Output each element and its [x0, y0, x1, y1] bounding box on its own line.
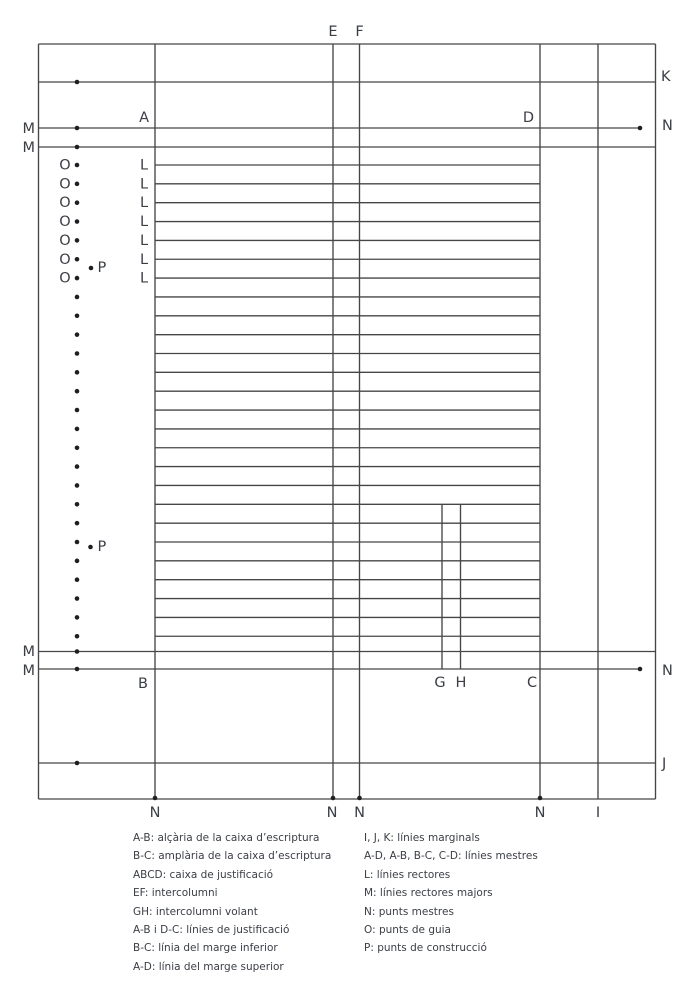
guide-dot [75, 761, 80, 766]
guide-dot [75, 257, 80, 262]
label-n-bottom-ab: N [149, 805, 161, 821]
label-o-3: O [59, 195, 71, 212]
guide-dot [75, 389, 80, 394]
label-e-top: E [328, 24, 338, 40]
label-n-bottom-right: N [662, 663, 673, 679]
guide-dot [75, 445, 80, 450]
guide-dot [75, 295, 80, 300]
master-dot [538, 796, 543, 801]
legend-item: A-B: alçària de la caixa d’escriptura [133, 832, 320, 844]
guide-dot [75, 559, 80, 564]
legend-item: ABCD: caixa de justificació [133, 868, 274, 881]
guide-dot [75, 540, 80, 545]
label-l-6: L [139, 251, 149, 268]
legend-item: EF: intercolumni [133, 887, 218, 900]
guide-dot [75, 126, 80, 131]
legend-item: GH: intercolumni volant [133, 905, 258, 918]
guide-dot [75, 521, 80, 526]
legend-item: L: línies rectores [364, 868, 451, 881]
label-l-2: L [139, 176, 149, 193]
label-n-bottom-f: N [354, 805, 365, 821]
legend-item: N: punts mestres [364, 905, 454, 918]
label-n-top-right: N [662, 118, 673, 134]
master-dot [638, 126, 643, 131]
label-o-4: O [59, 214, 71, 231]
legend-item: B-C: línia del marge inferior [133, 942, 278, 955]
guide-dot [75, 332, 80, 337]
guide-dot [75, 577, 80, 582]
guide-dot [75, 276, 80, 281]
label-l-1: L [139, 157, 149, 174]
guide-dot [75, 615, 80, 620]
label-l-4: L [139, 214, 149, 231]
guide-dot [75, 314, 80, 319]
label-n-bottom-cd: N [534, 805, 546, 821]
guide-dot [75, 351, 80, 356]
label-o-1: O [59, 157, 71, 174]
guide-dot [75, 80, 80, 85]
label-l-7: L [139, 270, 149, 287]
construction-dot [89, 266, 94, 271]
label-d: D [522, 110, 534, 126]
label-o-7: O [59, 270, 71, 287]
legend-item: O: punts de guia [364, 924, 451, 937]
guide-dot [75, 163, 80, 168]
construction-dot [88, 545, 93, 550]
label-p-1: P [97, 260, 107, 276]
label-n-bottom-e: N [326, 805, 338, 821]
label-m-bottom-2: M [22, 663, 35, 679]
guide-dot [75, 408, 80, 413]
label-o-5: O [59, 232, 71, 249]
guide-dot [75, 238, 80, 243]
guide-dot [75, 667, 80, 672]
label-l-3: L [139, 195, 149, 212]
guide-dot [75, 370, 80, 375]
master-dot [638, 667, 643, 672]
label-j-right: J [662, 756, 667, 772]
legend-item: A-D: línia del marge superior [133, 960, 284, 973]
guide-dot [75, 182, 80, 187]
guide-dot [75, 200, 80, 205]
label-p-2: P [97, 539, 107, 555]
legend-item: A-B i D-C: línies de justificació [133, 924, 290, 937]
label-k-right: K [661, 69, 671, 85]
label-g: G [434, 675, 446, 691]
guide-dot [75, 502, 80, 507]
label-m-bottom-1: M [22, 644, 35, 660]
label-m-top-2: M [22, 140, 35, 156]
label-l-5: L [139, 232, 149, 249]
legend-item: P: punts de construcció [364, 942, 487, 955]
guide-dot [75, 483, 80, 488]
label-a: A [139, 110, 149, 126]
legend-item: I, J, K: línies marginals [364, 832, 480, 844]
guide-dot [75, 464, 80, 469]
label-m-top-1: M [22, 121, 35, 137]
legend-column-left [133, 829, 331, 976]
guide-dot [75, 219, 80, 224]
guide-dot [75, 596, 80, 601]
label-o-2: O [59, 176, 71, 193]
legend-item: M: línies rectores majors [364, 887, 493, 900]
master-dot [153, 796, 158, 801]
label-o-6: O [59, 251, 71, 268]
guide-dot [75, 145, 80, 150]
master-dot [357, 796, 362, 801]
guide-dot [75, 427, 80, 432]
master-dot [331, 796, 336, 801]
legend-item: A-D, A-B, B-C, C-D: línies mestres [364, 850, 538, 863]
label-f-top: F [355, 24, 364, 40]
label-c: C [526, 675, 538, 691]
guide-dot [75, 649, 80, 654]
label-h: H [455, 675, 467, 691]
guide-dot [75, 634, 80, 639]
label-i-bottom: I [595, 805, 601, 821]
legend-item: B-C: amplària de la caixa d’escriptura [133, 850, 332, 863]
legend-column-right [364, 829, 538, 958]
label-b: B [138, 676, 148, 692]
